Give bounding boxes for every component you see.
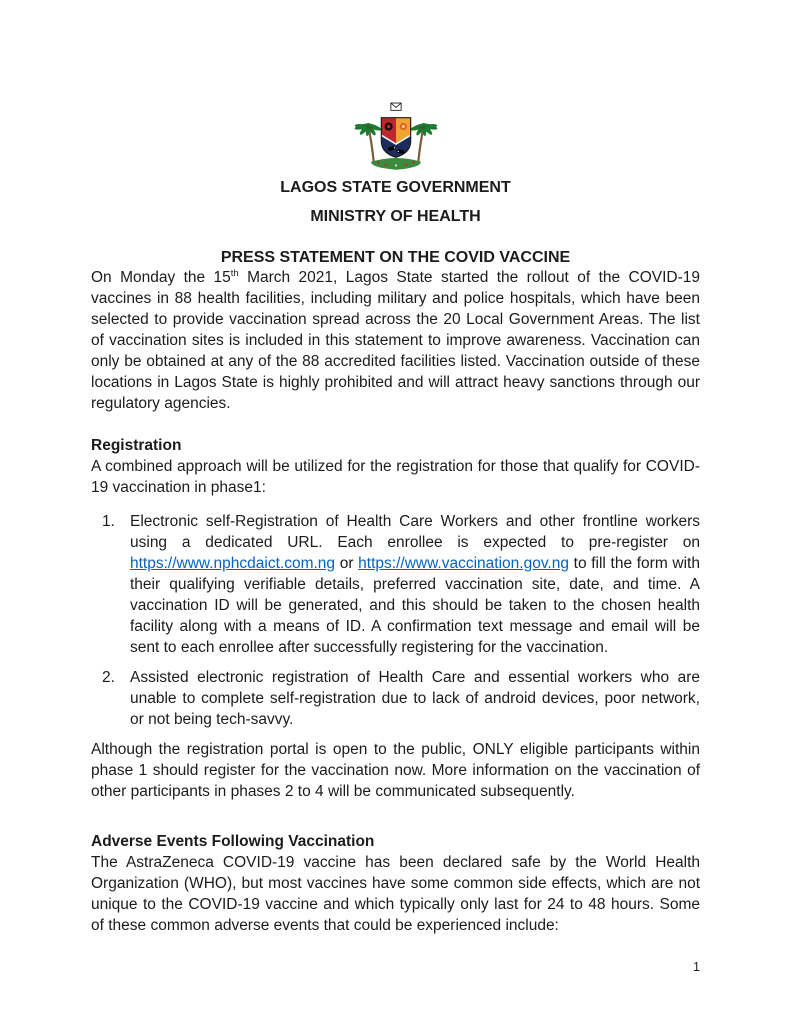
palm-tree-left-icon [354,122,382,165]
list-item-text [130,669,700,728]
hyperlink[interactable]: https://www.nphcdaict.com.ng [130,555,336,572]
adverse-events-heading: Adverse Events Following Vaccination [91,833,375,850]
list-item-text [130,513,700,656]
lagos-state-coat-of-arms-icon [352,97,440,178]
ministry-name: MINISTRY OF HEALTH [310,208,481,225]
intro-paragraph [91,267,700,414]
text-run: March 2021, Lagos State started the rollout of the COVID-19 vaccines in 88 health facilities, including military and police hospitals, which have been selected to provide vaccination spread across the 20 Local Government Areas. The list of vaccination sites is included in this statement to improve awareness. Vaccination can only be obtained at any of the 88 accredited facilities listed. Vaccination outside of these locations in Lagos State is highly prohibited and will attract heavy sanctions through our regulatory agencies. [91,269,701,412]
palm-tree-right-icon [409,122,437,165]
crest-shield [381,118,410,158]
hyperlink[interactable]: https://www.vaccination.gov.ng [358,555,569,572]
superscript-text: th [230,267,239,279]
text-run: to fill the form with their qualifying verifiable details, preferred vaccination site, date, and time. A vaccination ID will be generated, and this should be taken to the chosen health facility along with a means of ID. A confirmation text message and email will be sent to each enrollee after successfully registering for the vaccination. [130,555,700,656]
text-run: On Monday the 15 [91,269,231,286]
org-name: LAGOS STATE GOVERNMENT [280,179,511,196]
registration-intro: A combined approach will be utilized for the registration for those that qualify for COVID-19 vaccination in phase1: [91,458,700,496]
crest-container [91,97,700,178]
crest-helm [390,103,400,110]
text-run: Electronic self-Registration of Health Care Workers and other frontline workers using a dedicated URL. Each enrollee is expected to pre-register on [130,513,700,551]
text-run: or [335,555,359,572]
document-header [91,178,700,226]
eligibility-note-paragraph: Although the registration portal is open to the public, ONLY eligible participants within phase 1 should register for the vaccination now. More information on the vaccination of other participants in phases 2 to 4 will be communicated subsequently. [91,741,700,800]
text-run: Assisted electronic registration of Health Care and essential workers who are unable to complete self-registration due to lack of android devices, poor network, or not being tech-savvy. [130,669,700,728]
list-item [91,511,700,658]
list-item [91,667,700,730]
page-number: 1 [693,960,700,974]
crest-base [371,158,421,170]
list-marker: 2. [102,669,115,686]
adverse-events-paragraph: The AstraZeneca COVID-19 vaccine has been declared safe by the World Health Organization (WHO), but most vaccines have some common side effects, which are not unique to the COVID-19 vaccine and which typically only last for 24 to 48 hours. Some of these common adverse events that could be experienced include: [91,854,700,934]
registration-list [91,511,700,730]
document-title: PRESS STATEMENT ON THE COVID VACCINE [220,249,571,266]
registration-heading: Registration [91,437,182,454]
list-marker: 1. [102,513,115,530]
